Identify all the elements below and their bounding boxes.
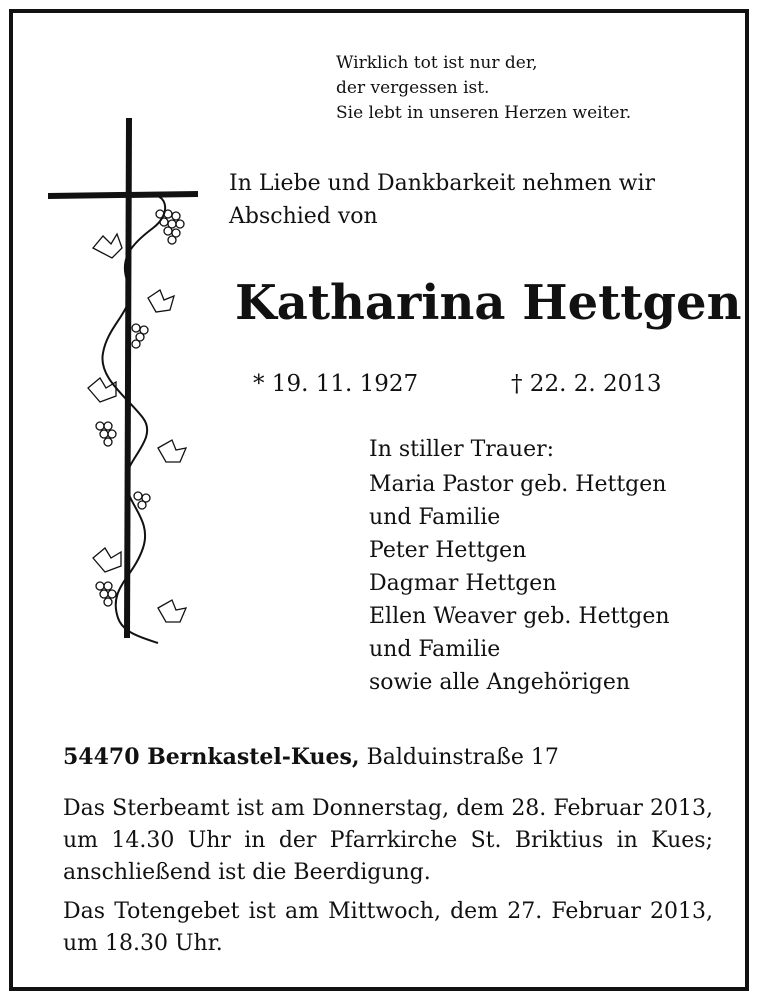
mourner-line: Dagmar Hettgen bbox=[369, 571, 557, 596]
mourner-line: und Familie bbox=[369, 637, 501, 662]
motto bbox=[336, 51, 631, 126]
motto-line: Sie lebt in unseren Herzen weiter. bbox=[336, 103, 632, 123]
motto-line: der vergessen ist. bbox=[336, 78, 490, 98]
mourner-line: Maria Pastor geb. Hettgen bbox=[369, 472, 667, 497]
mourners-list bbox=[369, 433, 670, 699]
prayer-text: Das Totengebet ist am Mittwoch, dem 27. Februar 2013, um 18.30 Uhr. bbox=[63, 899, 713, 956]
funeral-mass-text: Das Sterbeamt ist am Donnerstag, dem 28. Februar 2013, um 14.30 Uhr in der Pfarrkirche St. Briktius in Kues; anschließend ist die Beerdigung. bbox=[63, 796, 713, 885]
address-street: Balduinstraße 17 bbox=[366, 745, 559, 770]
death-date: † 22. 2. 2013 bbox=[511, 371, 662, 397]
obituary-frame bbox=[9, 9, 749, 991]
intro-line: In Liebe und Dankbarkeit nehmen wir bbox=[229, 171, 656, 196]
intro-line: Abschied von bbox=[229, 204, 378, 229]
birth-date: * 19. 11. 1927 bbox=[253, 371, 419, 397]
cross-with-vine-icon bbox=[48, 118, 218, 648]
mourner-line: Peter Hettgen bbox=[369, 538, 527, 563]
motto-line: Wirklich tot ist nur der, bbox=[336, 53, 538, 73]
mourners-heading: In stiller Trauer: bbox=[369, 437, 555, 462]
mourner-line: sowie alle Angehörigen bbox=[369, 670, 631, 695]
address-city: 54470 Bernkastel-Kues, bbox=[63, 744, 360, 770]
intro-text bbox=[229, 167, 655, 233]
address bbox=[63, 744, 559, 770]
mourner-line: Ellen Weaver geb. Hettgen bbox=[369, 604, 670, 629]
deceased-name: Katharina Hettgen bbox=[235, 275, 742, 331]
mourner-line: und Familie bbox=[369, 505, 501, 530]
